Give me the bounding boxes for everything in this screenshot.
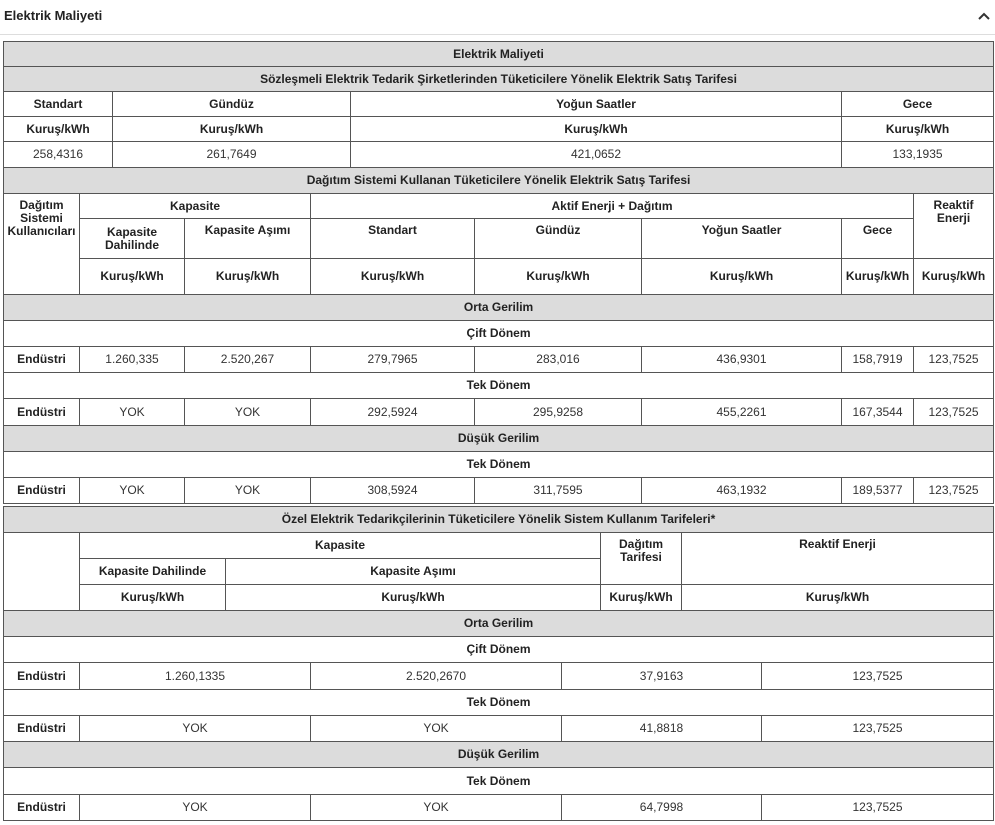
cell: 189,5377	[842, 478, 914, 504]
section-title: Elektrik Maliyeti	[4, 8, 103, 23]
cell: 295,9258	[475, 399, 642, 426]
cell: 167,3544	[842, 399, 914, 426]
col-header-gece: Gece	[842, 219, 914, 259]
cell: 279,7965	[311, 347, 475, 373]
unit-label: Kuruş/kWh	[311, 259, 475, 295]
row-label: Endüstri	[4, 399, 80, 426]
col-header-yogun: Yoğun Saatler	[351, 92, 842, 117]
cell: 123,7525	[762, 663, 994, 690]
table-title: Dağıtım Sistemi Kullanan Tüketicilere Yönelik Elektrik Satış Tarifesi	[4, 168, 994, 194]
chevron-up-icon[interactable]	[975, 7, 993, 25]
unit-label: Kuruş/kWh	[842, 259, 914, 295]
period-cift-donem: Çift Dönem	[4, 321, 994, 347]
cell: 123,7525	[914, 399, 994, 426]
cell: 158,7919	[842, 347, 914, 373]
cell: YOK	[185, 399, 311, 426]
tariff-table-private-suppliers	[3, 506, 994, 821]
table-title: Özel Elektrik Tedarikçilerinin Tüketicilere Yönelik Sistem Kullanım Tarifeleri*	[4, 507, 994, 533]
cell: YOK	[80, 399, 185, 426]
row-label: Endüstri	[4, 663, 80, 690]
cell: 2.520,267	[185, 347, 311, 373]
group-dusuk-gerilim: Düşük Gerilim	[4, 742, 994, 768]
cell: 311,7595	[475, 478, 642, 504]
col-header-gunduz: Gündüz	[113, 92, 351, 117]
row-label: Endüstri	[4, 478, 80, 504]
unit-label: Kuruş/kWh	[914, 259, 994, 295]
value-yogun: 421,0652	[351, 142, 842, 168]
period-tek-donem: Tek Dönem	[4, 373, 994, 399]
cell: 2.520,2670	[311, 663, 562, 690]
cell: 455,2261	[642, 399, 842, 426]
group-orta-gerilim: Orta Gerilim	[4, 611, 994, 637]
cell: YOK	[185, 478, 311, 504]
unit-label: Kuruş/kWh	[226, 585, 601, 611]
value-gunduz: 261,7649	[113, 142, 351, 168]
cell: 463,1932	[642, 478, 842, 504]
unit-label: Kuruş/kWh	[80, 259, 185, 295]
unit-label: Kuruş/kWh	[80, 585, 226, 611]
group-dusuk-gerilim: Düşük Gerilim	[4, 426, 994, 452]
unit-label: Kuruş/kWh	[185, 259, 311, 295]
unit-label: Kuruş/kWh	[682, 585, 994, 611]
tariff-table-distribution	[3, 167, 994, 504]
col-header-active-energy: Aktif Enerji + Dağıtım	[311, 194, 914, 219]
col-header-capacity: Kapasite	[80, 194, 311, 219]
col-header-yogun: Yoğun Saatler	[642, 219, 842, 259]
cell: 292,5924	[311, 399, 475, 426]
cell: YOK	[311, 716, 562, 742]
tariff-table-contracted	[3, 41, 994, 168]
group-orta-gerilim: Orta Gerilim	[4, 295, 994, 321]
cell: 123,7525	[762, 716, 994, 742]
unit-label: Kuruş/kWh	[601, 585, 682, 611]
col-header-cap-over: Kapasite Aşımı	[226, 559, 601, 585]
period-tek-donem: Tek Dönem	[4, 690, 994, 716]
cell: YOK	[80, 716, 311, 742]
cell: 123,7525	[762, 795, 994, 821]
col-header-cap-over: Kapasite Aşımı	[185, 219, 311, 259]
cell: YOK	[80, 478, 185, 504]
empty-cell	[4, 533, 80, 611]
cell: YOK	[80, 795, 311, 821]
cell: 37,9163	[562, 663, 762, 690]
row-label: Endüstri	[4, 795, 80, 821]
period-tek-donem: Tek Dönem	[4, 768, 994, 795]
unit-label: Kuruş/kWh	[4, 117, 113, 142]
col-header-cap-in: Kapasite Dahilinde	[80, 219, 185, 259]
unit-label: Kuruş/kWh	[842, 117, 994, 142]
col-header-distribution: Dağıtım Tarifesi	[601, 533, 682, 585]
cell: 1.260,1335	[80, 663, 311, 690]
cell: 123,7525	[914, 347, 994, 373]
cell: YOK	[311, 795, 562, 821]
cell: 64,7998	[562, 795, 762, 821]
table-title: Elektrik Maliyeti	[4, 42, 994, 67]
cell: 308,5924	[311, 478, 475, 504]
col-header-gunduz: Gündüz	[475, 219, 642, 259]
cell: 283,016	[475, 347, 642, 373]
cell: 436,9301	[642, 347, 842, 373]
col-header-standart: Standart	[311, 219, 475, 259]
cell: 41,8818	[562, 716, 762, 742]
period-cift-donem: Çift Dönem	[4, 637, 994, 663]
row-label: Endüstri	[4, 347, 80, 373]
unit-label: Kuruş/kWh	[642, 259, 842, 295]
row-label: Endüstri	[4, 716, 80, 742]
unit-label: Kuruş/kWh	[351, 117, 842, 142]
col-header-users: Dağıtım Sistemi Kullanıcıları	[4, 194, 80, 295]
unit-label: Kuruş/kWh	[475, 259, 642, 295]
cell: 123,7525	[914, 478, 994, 504]
col-header-standart: Standart	[4, 92, 113, 117]
col-header-cap-in: Kapasite Dahilinde	[80, 559, 226, 585]
col-header-reactive: Reaktif Enerji	[682, 533, 994, 585]
period-tek-donem: Tek Dönem	[4, 452, 994, 478]
col-header-capacity: Kapasite	[80, 533, 601, 559]
col-header-reactive: Reaktif Enerji	[914, 194, 994, 259]
value-standart: 258,4316	[4, 142, 113, 168]
cell: 1.260,335	[80, 347, 185, 373]
value-gece: 133,1935	[842, 142, 994, 168]
unit-label: Kuruş/kWh	[113, 117, 351, 142]
col-header-gece: Gece	[842, 92, 994, 117]
accordion-header[interactable]	[0, 0, 995, 35]
table-subtitle: Sözleşmeli Elektrik Tedarik Şirketlerinden Tüketicilere Yönelik Elektrik Satış Tarifesi	[4, 67, 994, 92]
